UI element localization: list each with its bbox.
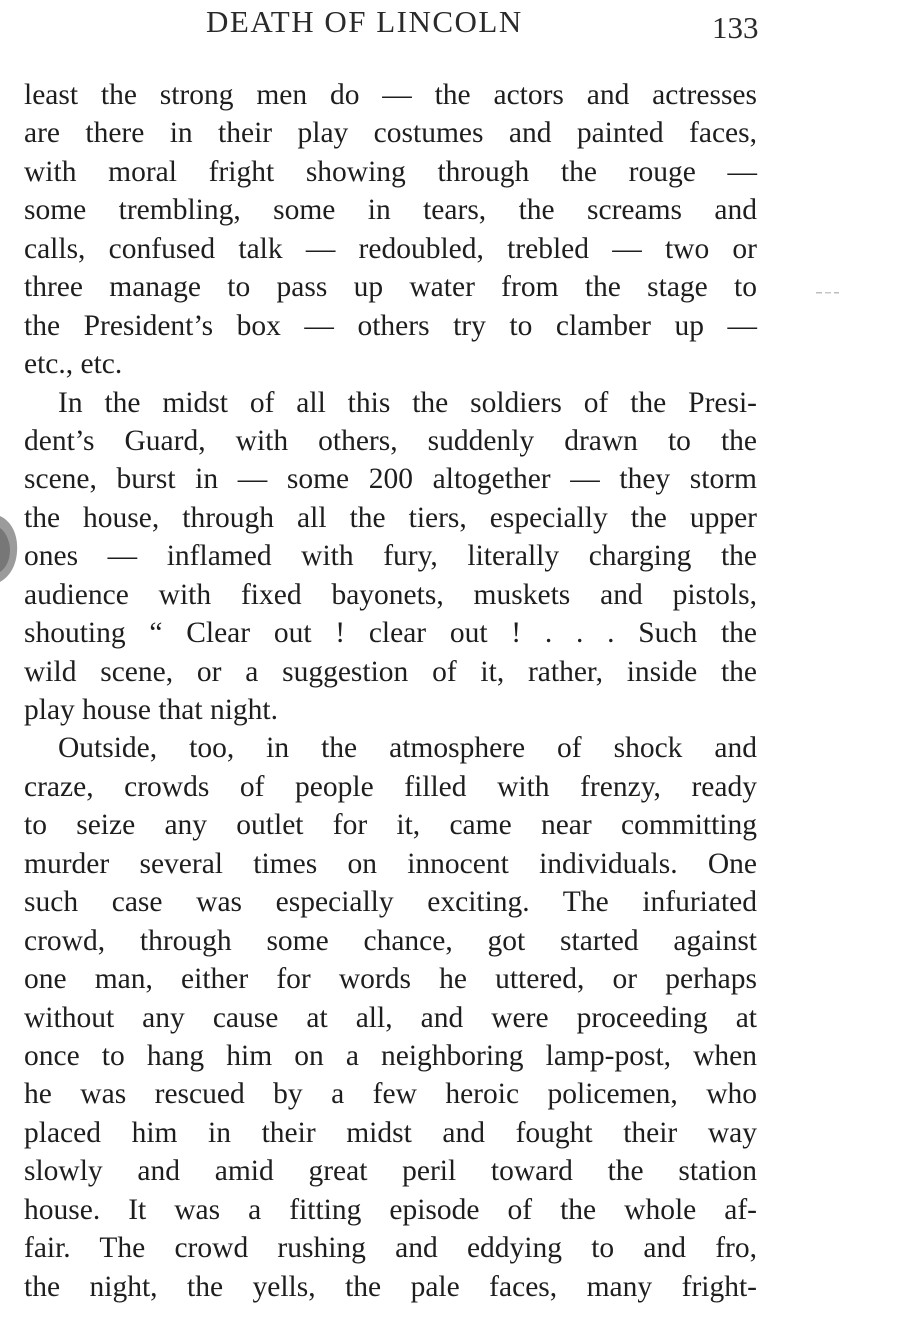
page-number: 133 bbox=[712, 10, 759, 45]
text-line: such case was especially exciting. The infuriated bbox=[24, 886, 757, 919]
text-line: craze, crowds of people filled with frenzy, ready bbox=[24, 770, 757, 803]
text-line: without any cause at all, and were proceeding at bbox=[24, 1001, 757, 1034]
text-line: once to hang him on a neighboring lamp-post, when bbox=[24, 1039, 757, 1072]
text-line: the President’s box — others try to clamber up — bbox=[24, 309, 757, 342]
text-line: scene, burst in — some 200 altogether — they storm bbox=[24, 463, 757, 496]
text-line: least the strong men do — the actors and actresses bbox=[24, 79, 757, 111]
text-line: with moral fright showing through the rouge — bbox=[24, 155, 757, 188]
text-line: shouting “ Clear out ! clear out ! . . . Such the bbox=[24, 617, 757, 650]
text-line: audience with fixed bayonets, muskets and pistols, bbox=[24, 578, 757, 611]
text-line: some trembling, some in tears, the screams and bbox=[24, 194, 757, 227]
text-line: one man, either for words he uttered, or perhaps bbox=[24, 963, 757, 996]
text-line: to seize any outlet for it, came near committing bbox=[24, 809, 757, 842]
running-title: DEATH OF LINCOLN bbox=[206, 4, 523, 39]
text-line: three manage to pass up water from the stage to bbox=[24, 271, 757, 304]
text-line: fair. The crowd rushing and eddying to and fro, bbox=[24, 1232, 757, 1265]
paragraph-first-line: Outside, too, in the atmosphere of shock and bbox=[58, 732, 757, 765]
text-line: placed him in their midst and fought their way bbox=[24, 1116, 757, 1149]
text-line: crowd, through some chance, got started against bbox=[24, 924, 757, 957]
scan-speck bbox=[816, 290, 840, 296]
paragraph-first-line: In the midst of all this the soldiers of the Presi- bbox=[58, 386, 757, 419]
paragraph-end-line: play house that night. bbox=[24, 694, 278, 726]
page-text bbox=[24, 76, 757, 1306]
text-line: dent’s Guard, with others, suddenly drawn to the bbox=[24, 424, 757, 457]
text-line: he was rescued by a few heroic policemen, who bbox=[24, 1078, 757, 1111]
text-line: murder several times on innocent individuals. One bbox=[24, 847, 757, 880]
text-line: are there in their play costumes and painted faces, bbox=[24, 117, 757, 150]
paragraph-end-line: etc., etc. bbox=[24, 348, 123, 381]
text-line: the house, through all the tiers, especially the upper bbox=[24, 501, 757, 534]
text-line: wild scene, or a suggestion of it, rather, inside the bbox=[24, 655, 757, 688]
text-line: ones — inflamed with fury, literally charging the bbox=[24, 540, 757, 573]
text-line: calls, confused talk — redoubled, trebled — two or bbox=[24, 232, 757, 265]
scan-thumb-mark bbox=[0, 514, 22, 584]
running-head bbox=[0, 4, 900, 44]
text-line: slowly and amid great peril toward the station bbox=[24, 1155, 757, 1188]
text-line: the night, the yells, the pale faces, many fright- bbox=[24, 1270, 757, 1303]
text-line: house. It was a fitting episode of the whole af- bbox=[24, 1193, 757, 1226]
